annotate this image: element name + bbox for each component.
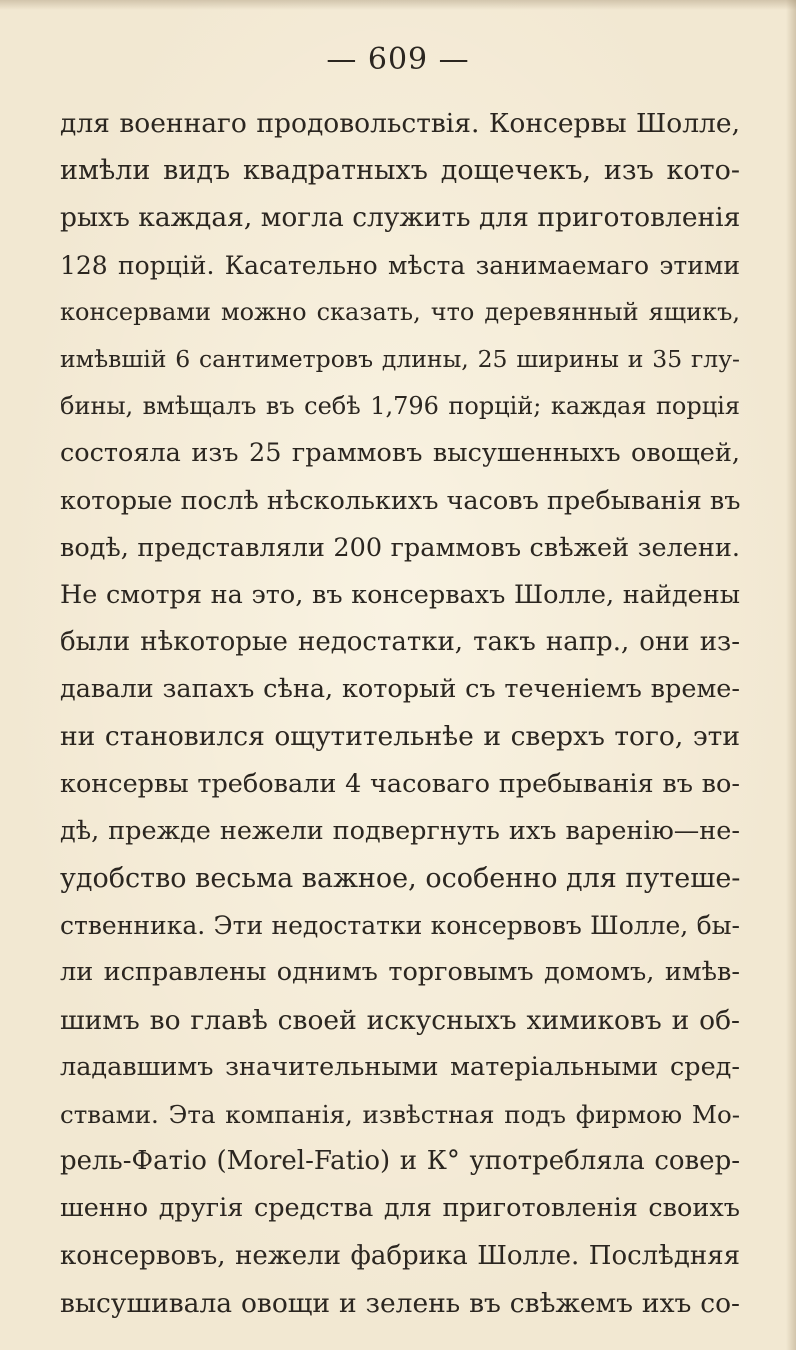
text-line: рель-Фатіо (Morel-Fatio) и К° употребляла совер- (60, 1146, 740, 1177)
page-right-shadow (786, 0, 796, 1350)
text-line: удобство весьма важное, особенно для путеше- (60, 863, 740, 894)
text-line: ни становился ощутительнѣе и сверхъ того, эти (60, 721, 740, 753)
text-line: давали запахъ сѣна, который съ теченіемъ време- (60, 674, 740, 705)
text-line: шенно другія средства для приготовленія своихъ (60, 1193, 740, 1224)
text-line: ственника. Эти недостатки консервовъ Шолле, бы- (60, 911, 740, 941)
text-line: состояла изъ 25 граммовъ высушенныхъ овощей, (60, 438, 740, 469)
text-line: имѣвшій 6 сантиметровъ длины, 25 ширины и 35 глу- (60, 344, 740, 373)
text-line: ствами. Эта компанія, извѣстная подъ фирмою Мо- (60, 1099, 740, 1129)
text-line: шимъ во главѣ своей искусныхъ химиковъ и об- (60, 1004, 740, 1036)
text-line: бины, вмѣщалъ въ себѣ 1,796 порцій; каждая порція (60, 392, 740, 421)
page-number: — 609 — (326, 42, 470, 77)
text-line: 128 порцій. Касательно мѣста занимаемаго этими (60, 250, 740, 280)
text-line: консервами можно сказать, что деревянный ящикъ, (60, 297, 740, 326)
text-line: дѣ, прежде нежели подвергнуть ихъ варенію—не- (60, 815, 740, 846)
body-text (60, 100, 740, 1327)
text-line: были нѣкоторые недостатки, такъ напр., они из- (60, 627, 740, 658)
text-line: ли исправлены однимъ торговымъ домомъ, имѣв- (60, 957, 740, 988)
page-top-shadow (0, 0, 796, 10)
text-line: ладавшимъ значительными матеріальными сред- (60, 1051, 740, 1082)
text-line: консервовъ, нежели фабрика Шолле. Послѣдняя (60, 1240, 740, 1271)
text-line: консервы требовали 4 часоваго пребыванія въ во- (60, 768, 740, 799)
text-line: высушивала овощи и зелень въ свѣжемъ ихъ со- (60, 1287, 740, 1319)
text-line: для военнаго продовольствія. Консервы Шолле, (60, 108, 740, 139)
text-line: водѣ, представляли 200 граммовъ свѣжей зелени. (60, 532, 740, 563)
text-line: имѣли видъ квадратныхъ дощечекъ, изъ кото- (60, 155, 740, 187)
text-line: рыхъ каждая, могла служить для приготовленія (60, 202, 740, 234)
text-line: которые послѣ нѣсколькихъ часовъ пребыванія въ (60, 485, 740, 516)
text-line: Не смотря на это, въ консервахъ Шолле, найдены (60, 579, 740, 610)
